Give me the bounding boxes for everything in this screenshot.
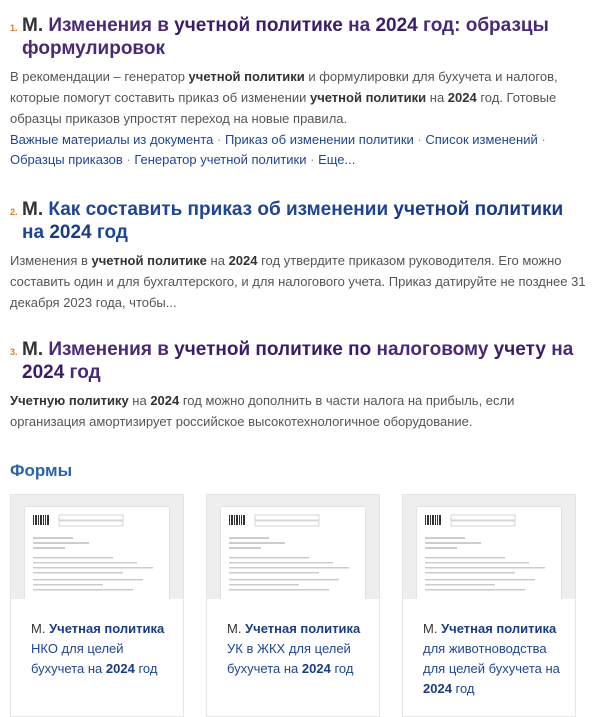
snippet-part: на [426, 90, 448, 105]
title-part-bold: Учетная политика [45, 621, 165, 636]
form-card-title[interactable] [423, 619, 565, 699]
title-part-bold: 2024 [301, 661, 331, 676]
title-part-bold: 2024 [105, 661, 135, 676]
snippet-part: и формулировки для бухучета и налогов, которые помогут составить приказ об изменении [10, 69, 558, 105]
document-preview-icon [221, 507, 365, 599]
result-title-row [10, 198, 590, 244]
sitelink-separator: · [306, 152, 319, 167]
snippet-part: Изменения в [10, 253, 92, 268]
snippet-part-bold: 2024 [447, 90, 477, 105]
title-part-bold: учетной политики [393, 199, 564, 220]
snippet-part-bold: 2024 [150, 393, 180, 408]
snippet-part: год можно дополнить в части налога на прибыль, если организация амортизирует российское высокотехнологичное оборудование. [10, 393, 515, 429]
title-part: на [545, 339, 574, 360]
result-snippet [10, 390, 590, 432]
title-part: Изменения в [43, 339, 175, 360]
result-item-3 [10, 338, 590, 432]
title-part: год [451, 681, 475, 696]
form-thumbnail [11, 495, 183, 599]
title-part: налоговому [371, 339, 494, 360]
document-preview-icon [417, 507, 561, 599]
title-part-bold: учетной политике по [174, 339, 372, 360]
result-item-2 [10, 198, 590, 313]
result-title-link[interactable] [22, 14, 590, 60]
document-preview-icon [25, 507, 169, 599]
result-title-row [10, 14, 590, 60]
forms-heading: Формы [10, 461, 73, 480]
title-part: на [342, 15, 376, 36]
forms-cards [10, 494, 590, 717]
title-part-bold: 2024 [49, 222, 92, 243]
result-prefix: М. [22, 15, 44, 36]
title-part-bold: 2024 [22, 362, 65, 383]
title-part: Как составить приказ об изменении [43, 199, 394, 220]
form-card-3[interactable] [402, 494, 576, 717]
result-number: 3. [10, 347, 18, 357]
result-title-link[interactable] [22, 198, 590, 244]
snippet-part-bold: Учетную политику [10, 393, 129, 408]
sitelink-generator[interactable]: Генератор учетной политики [134, 152, 307, 167]
sitelink-separator: · [122, 152, 135, 167]
snippet-part-bold: 2024 [228, 253, 258, 268]
result-sitelinks [10, 130, 590, 170]
sitelink-separator: · [413, 132, 426, 147]
title-part: на [22, 222, 50, 243]
result-snippet [10, 66, 590, 129]
title-part: год [64, 362, 101, 383]
result-number: 1. [10, 23, 18, 33]
title-part: НКО для целей бухучета на [31, 641, 124, 676]
snippet-part-bold: учетной политики [188, 69, 305, 84]
form-thumbnail [403, 495, 575, 599]
sitelink-important-materials[interactable]: Важные материалы из документа [10, 132, 214, 147]
result-title-link[interactable] [22, 338, 590, 384]
form-card-title[interactable] [31, 619, 173, 679]
sitelink-more[interactable]: Еще... [318, 152, 356, 167]
title-part-bold: учету [493, 339, 546, 360]
form-prefix: М. [423, 621, 438, 636]
title-part: год [91, 222, 128, 243]
form-prefix: М. [227, 621, 242, 636]
title-part: год [134, 661, 158, 676]
form-card-1[interactable] [10, 494, 184, 717]
result-prefix: М. [22, 339, 44, 360]
title-part: год: образцы формулировок [22, 15, 549, 59]
title-part: УК в ЖКХ для целей бухучета на [227, 641, 351, 676]
snippet-part: на [206, 253, 229, 268]
snippet-part-bold: учетной политике [91, 253, 207, 268]
snippet-part: год утвердите приказом руководителя. Его можно составить один и для бухгалтерского, и для налогового учета. Приказ датируйте не позднее 31 декабря 2023 года, чтобы... [10, 253, 586, 310]
sitelink-separator: · [213, 132, 225, 147]
form-prefix: М. [31, 621, 46, 636]
result-title-row [10, 338, 590, 384]
title-part: год [330, 661, 354, 676]
result-prefix: М. [22, 199, 44, 220]
result-number: 2. [10, 207, 18, 217]
sitelink-separator: · [537, 132, 546, 147]
sitelink-order-samples[interactable]: Образцы приказов [10, 152, 123, 167]
sitelink-changes-list[interactable]: Список изменений [425, 132, 538, 147]
form-card-2[interactable] [206, 494, 380, 717]
title-part: для животноводства для целей бухучета на [423, 641, 560, 676]
title-part-bold: 2024 [375, 15, 418, 36]
title-part-bold: Учетная политика [437, 621, 557, 636]
sitelink-order[interactable]: Приказ об изменении политики [224, 132, 414, 147]
title-part-bold: 2024 [423, 681, 452, 696]
snippet-part-bold: учетной политики [309, 90, 427, 105]
snippet-part: В рекомендации – генератор [10, 69, 189, 84]
snippet-part: на [128, 393, 151, 408]
form-card-title[interactable] [227, 619, 369, 679]
form-thumbnail [207, 495, 379, 599]
title-part: Изменения в [43, 15, 175, 36]
result-item-1 [10, 14, 590, 170]
title-part-bold: Учетная политика [241, 621, 361, 636]
result-snippet [10, 250, 590, 313]
snippet-part: год. Готовые образцы приказов упростят переход на новые правила. [10, 90, 557, 126]
title-part-bold: учетной политике [174, 15, 343, 36]
